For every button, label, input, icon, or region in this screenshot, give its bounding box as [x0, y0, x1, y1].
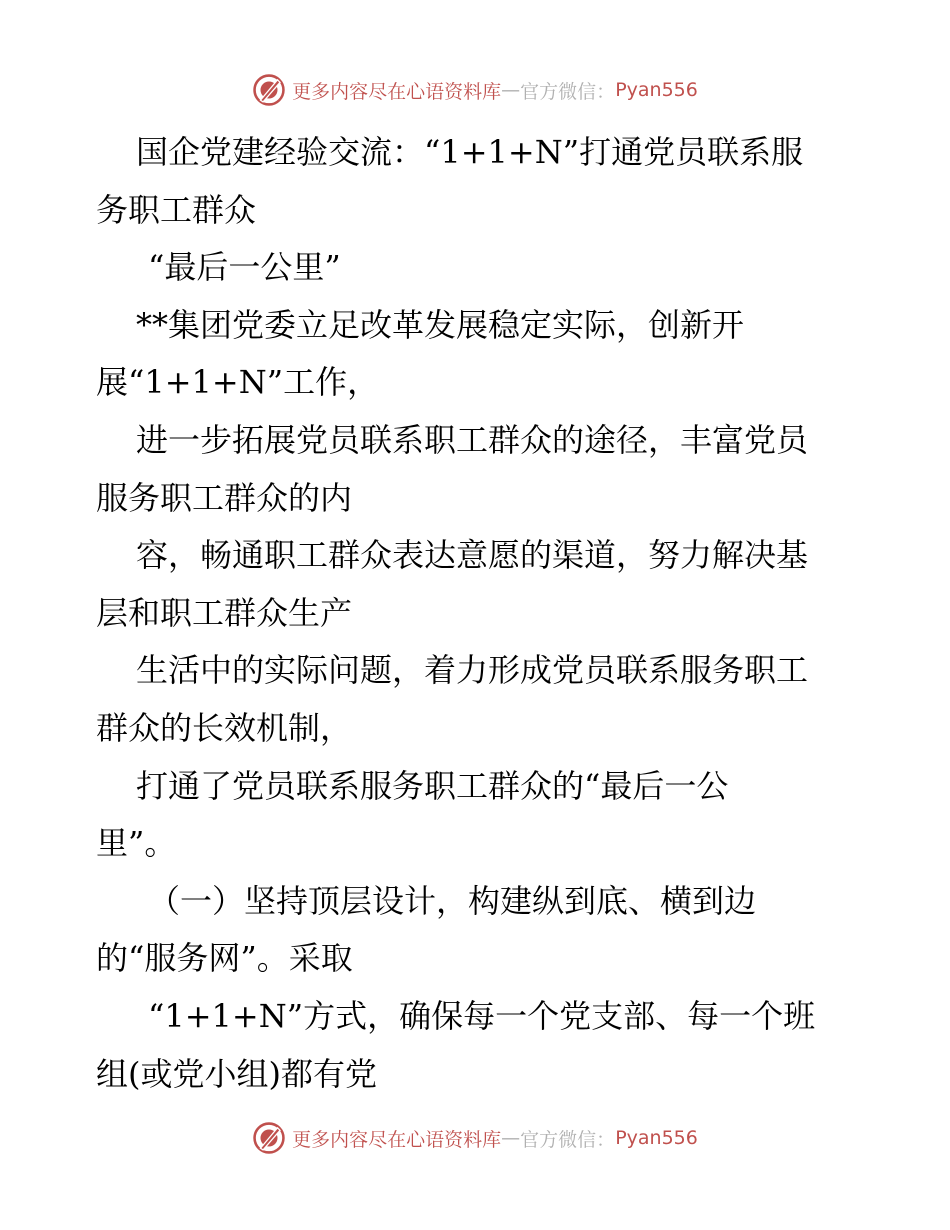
pen-in-circle-icon: [252, 73, 286, 107]
text-line: 国企党建经验交流：“1+1+N”打通党员联系服: [136, 133, 804, 171]
text-line: 打通了党员联系服务职工群众的“最后一公: [136, 766, 729, 805]
header-banner: [0, 70, 950, 110]
text-line: 组(或党小组)都有党: [96, 1054, 377, 1093]
pen-in-circle-icon: [252, 1121, 286, 1155]
text-line: 生活中的实际问题，着力形成党员联系服务职工: [136, 651, 809, 690]
banner-handle: Pyan556: [615, 1127, 698, 1149]
text-line: 层和职工群众生产: [96, 593, 353, 632]
text-line: 的“服务网”。采取: [96, 939, 353, 978]
text-line: “1+1+N”方式，确保每一个党支部、每一个班: [148, 996, 816, 1035]
banner-text: 更多内容尽在心语资料库: [292, 80, 502, 103]
banner-dash: —: [501, 1127, 521, 1149]
text-line: 务职工群众: [96, 190, 257, 229]
banner-sub: 官方微信：: [520, 80, 616, 103]
text-line: 展“1+1+N”工作，: [96, 363, 380, 402]
text-line: 进一步拓展党员联系职工群众的途径，丰富党员: [136, 420, 809, 459]
document-body: [96, 124, 876, 1103]
banner-handle: Pyan556: [615, 79, 698, 101]
banner-dash: —: [501, 79, 521, 101]
footer-banner: [0, 1118, 950, 1158]
text-line: 容，畅通职工群众表达意愿的渠道，努力解决基: [136, 536, 809, 575]
banner-text: 更多内容尽在心语资料库: [292, 1128, 502, 1151]
text-line: 里”。: [96, 824, 177, 863]
text-line: 群众的长效机制，: [96, 708, 353, 747]
text-line: （一）坚持顶层设计，构建纵到底、横到边: [148, 881, 757, 920]
text-line: 服务职工群众的内: [96, 478, 353, 517]
text-line: “最后一公里”: [148, 248, 341, 287]
text-line: **集团党委立足改革发展稳定实际，创新开: [136, 305, 745, 344]
banner-sub: 官方微信：: [520, 1128, 616, 1151]
